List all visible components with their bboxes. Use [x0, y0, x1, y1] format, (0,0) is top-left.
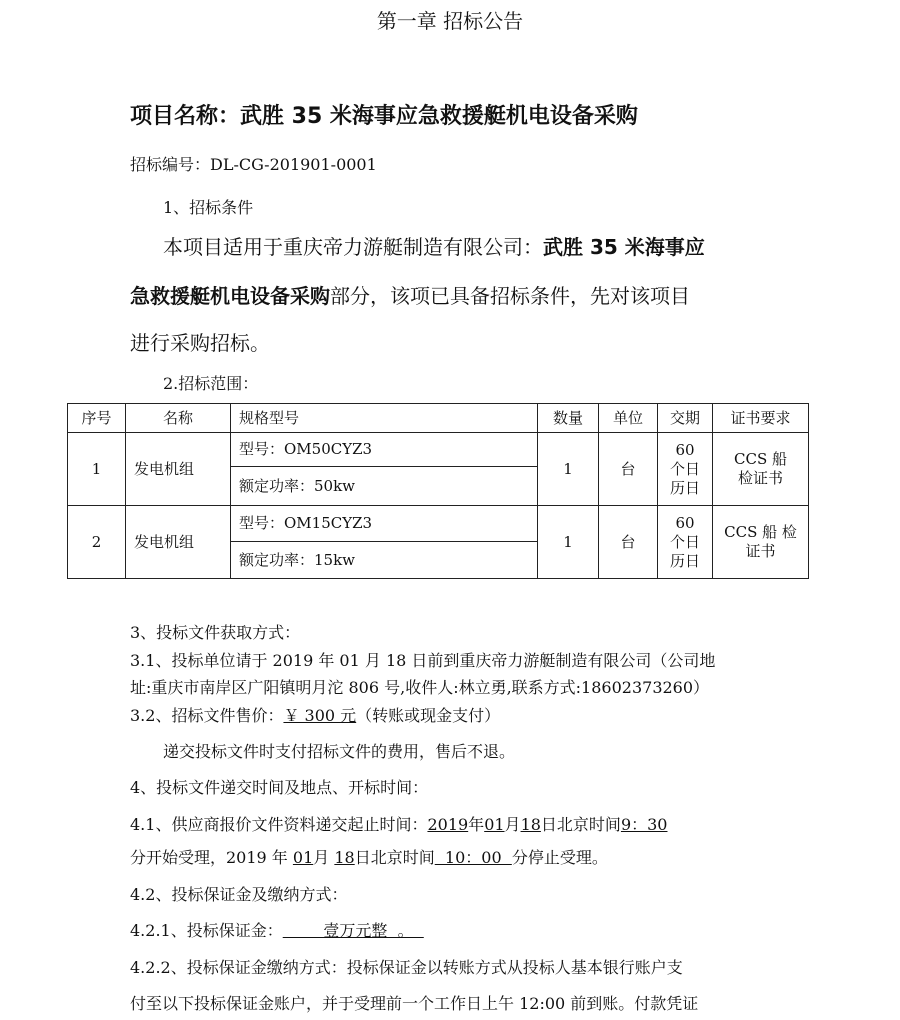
- text: （转账或现金支付）: [356, 706, 501, 725]
- cell-delivery: 60 个日历日: [658, 433, 713, 506]
- header-cell: 名称: [126, 404, 231, 433]
- header-cell: 序号: [68, 404, 126, 433]
- header-cell: 单位: [599, 404, 658, 433]
- table-header-row: [68, 404, 809, 433]
- section-4-1-line-2: [130, 848, 608, 868]
- text: 3.2、招标文件售价：: [130, 706, 284, 725]
- header-cell: 证书要求: [713, 404, 809, 433]
- section-1-para-line-2: [130, 283, 690, 309]
- bid-number: 招标编号：DL-CG-201901-0001: [130, 155, 377, 174]
- cell-delivery: 60 个日历日: [658, 506, 713, 579]
- section-3-1-line-2: 址:重庆市南岸区广阳镇明月沱 806 号,收件人:林立勇,联系方式:18602373260）: [130, 678, 710, 697]
- text: 月: [504, 815, 521, 834]
- day: 18: [334, 848, 355, 867]
- section-3-1-line-1: 3.1、投标单位请于 2019 年 01 月 18 日前到重庆帝力游艇制造有限公司（公司地: [130, 651, 716, 670]
- bold-text: 武胜 35 米海事应: [543, 235, 705, 259]
- section-3-note: 递交投标文件时支付招标文件的费用，售后不退。: [163, 742, 516, 761]
- section-4-2-2-line-1: 4.2.2、投标保证金缴纳方式：投标保证金以转账方式从投标人基本银行账户支: [130, 958, 683, 977]
- text: 日北京时间: [540, 815, 621, 834]
- text: 月: [313, 848, 335, 867]
- text: 4.1、供应商报价文件资料递交起止时间：: [130, 815, 428, 834]
- cell-power: 额定功率：15kw: [231, 542, 538, 579]
- text: 部分，该项已具备招标条件，先对该项目: [330, 284, 690, 308]
- section-4-1-line-1: [130, 815, 667, 835]
- text: 日北京时间: [354, 848, 435, 867]
- section-3-heading: 3、投标文件获取方式：: [130, 623, 301, 642]
- section-4-2: 4.2、投标保证金及缴纳方式：: [130, 885, 348, 904]
- section-1-heading: 1、招标条件: [163, 198, 254, 217]
- cell-name: 发电机组: [126, 433, 231, 506]
- section-2-heading: 2.招标范围：: [163, 374, 259, 393]
- bold-text: 急救援艇机电设备采购: [130, 284, 330, 308]
- cell-no: 1: [68, 433, 126, 506]
- text: 分开始受理，2019 年: [130, 848, 293, 867]
- table-row: [68, 506, 809, 542]
- header-cell: 数量: [538, 404, 599, 433]
- cell-model: 型号：OM15CYZ3: [231, 506, 538, 542]
- section-4-heading: 4、投标文件递交时间及地点、开标时间：: [130, 778, 429, 797]
- time: 9：30: [620, 815, 668, 834]
- cell-unit: 台: [599, 433, 658, 506]
- month: 01: [292, 848, 314, 867]
- text: 本项目适用于重庆帝力游艇制造有限公司：: [163, 235, 543, 259]
- section-4-2-2-line-2: 付至以下投标保证金账户，并于受理前一个工作日上午 12:00 前到账。付款凭证: [130, 994, 699, 1013]
- cell-cert: CCS 船检证书: [713, 433, 809, 506]
- month: 01: [484, 815, 505, 834]
- project-name: 项目名称：武胜 35 米海事应急救援艇机电设备采购: [130, 104, 638, 129]
- cell-model: 型号：OM50CYZ3: [231, 433, 538, 467]
- time: 10：00: [434, 848, 512, 867]
- price: ￥ 300 元: [283, 706, 357, 725]
- section-3-2: [130, 706, 500, 726]
- day: 18: [520, 815, 541, 834]
- cell-qty: 1: [538, 506, 599, 579]
- text: 分停止受理。: [511, 848, 608, 867]
- section-1-para-line-1: [163, 234, 705, 260]
- scope-table: [67, 403, 809, 579]
- header-cell: 规格型号: [231, 404, 538, 433]
- text: 4.2.1、投标保证金：: [130, 921, 283, 940]
- section-1-para-line-3: 进行采购招标。: [130, 331, 270, 355]
- header-cell: 交期: [658, 404, 713, 433]
- cell-cert: CCS 船 检 证书: [713, 506, 809, 579]
- chapter-title: 第一章 招标公告: [376, 9, 524, 33]
- cell-qty: 1: [538, 433, 599, 506]
- cell-unit: 台: [599, 506, 658, 579]
- year: 2019: [427, 815, 469, 834]
- cell-no: 2: [68, 506, 126, 579]
- text: 年: [468, 815, 485, 834]
- cell-name: 发电机组: [126, 506, 231, 579]
- table-row: [68, 433, 809, 467]
- section-4-2-1: [130, 921, 424, 941]
- deposit-amount: 壹万元整 。: [282, 921, 424, 940]
- cell-power: 额定功率：50kw: [231, 467, 538, 506]
